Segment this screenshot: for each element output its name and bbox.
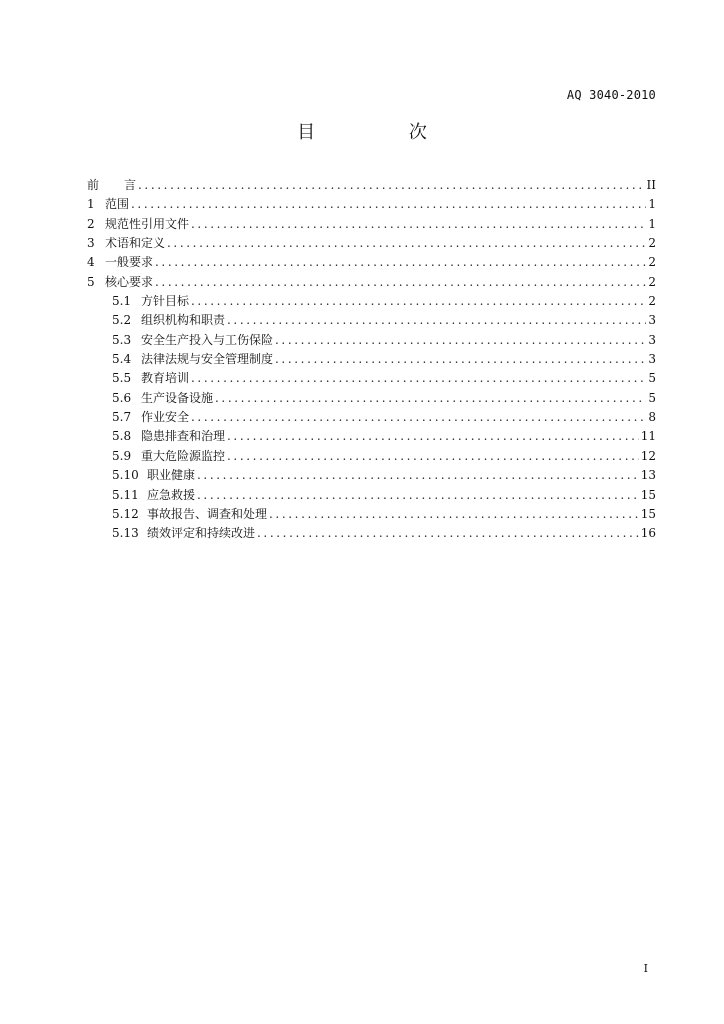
toc-label: 范围	[105, 197, 130, 212]
toc-label: 重大危险源监控	[141, 448, 226, 463]
toc-page-number: 15	[640, 506, 656, 521]
footer-page-number: I	[643, 962, 648, 975]
toc-entry-5-2[interactable]	[87, 311, 656, 330]
toc-entry-5-4[interactable]	[87, 350, 656, 369]
toc-entry-5-9[interactable]	[87, 447, 656, 466]
toc-label: 应急救援	[147, 487, 196, 502]
toc-label: 组织机构和职责	[141, 313, 226, 328]
toc-entry-5[interactable]	[87, 273, 656, 292]
toc-entry-5-5[interactable]	[87, 369, 656, 388]
toc-number: 5.1	[112, 294, 132, 309]
toc-entry-5-6[interactable]	[87, 389, 656, 408]
toc-number: 5.12	[112, 506, 139, 521]
toc-number: 5.2	[112, 313, 132, 328]
toc-page-number: 15	[640, 487, 656, 502]
toc-page-number: II	[646, 178, 656, 192]
toc-page-number: 2	[648, 255, 656, 270]
page-title: 目 次	[297, 122, 471, 143]
toc-entry-2[interactable]	[87, 215, 656, 234]
toc-page-number: 2	[648, 236, 656, 251]
toc-label: 方针目标	[141, 294, 190, 309]
toc-number: 3	[87, 236, 95, 251]
toc-label: 法律法规与安全管理制度	[141, 352, 274, 367]
standard-code: AQ 3040-2010	[566, 88, 656, 102]
toc-number: 5.6	[112, 390, 132, 405]
toc-entry-5-11[interactable]	[87, 486, 656, 505]
toc-number: 5.13	[112, 526, 139, 541]
toc-page-number: 1	[648, 216, 656, 231]
toc-number: 1	[87, 197, 95, 212]
toc-label: 作业安全	[141, 410, 190, 425]
dot-leader	[275, 350, 646, 369]
toc-number: 5.7	[112, 410, 132, 425]
toc-label: 一般要求	[105, 255, 154, 270]
dot-leader	[191, 369, 646, 388]
toc-entry-5-13[interactable]	[87, 524, 656, 543]
toc-label: 职业健康	[147, 468, 196, 483]
toc-number: 5.10	[112, 468, 139, 483]
toc-page-number: 8	[648, 410, 656, 425]
toc-page-number: 3	[648, 332, 656, 347]
toc-page-number: 5	[648, 390, 656, 405]
toc-entry-5-7[interactable]	[87, 408, 656, 427]
dot-leader	[138, 176, 645, 195]
preface-label-part-1: 前	[87, 178, 100, 192]
toc-page-number: 12	[640, 448, 656, 463]
dot-leader	[155, 273, 646, 292]
toc-entry-5-3[interactable]	[87, 331, 656, 350]
toc-page-number: 13	[640, 468, 656, 483]
toc-number: 5.4	[112, 352, 132, 367]
toc-entry-5-12[interactable]	[87, 505, 656, 524]
toc-page-number: 2	[648, 274, 656, 289]
toc-entry-5-10[interactable]	[87, 466, 656, 485]
toc-entry-5-1[interactable]	[87, 292, 656, 311]
toc-page-number: 2	[648, 294, 656, 309]
toc-page-number: 3	[648, 313, 656, 328]
toc-entry-3[interactable]	[87, 234, 656, 253]
dot-leader	[227, 311, 646, 330]
dot-leader	[191, 292, 646, 311]
toc-number: 2	[87, 216, 95, 231]
toc-label: 隐患排查和治理	[141, 429, 226, 444]
toc-number: 5.11	[112, 487, 139, 502]
dot-leader	[197, 486, 639, 505]
toc-entry-4[interactable]	[87, 253, 656, 272]
dot-leader	[131, 195, 646, 214]
toc-label: 绩效评定和持续改进	[147, 526, 256, 541]
toc-number: 5	[87, 274, 95, 289]
dot-leader	[257, 524, 639, 543]
toc-entry-5-8[interactable]	[87, 427, 656, 446]
dot-leader	[191, 408, 646, 427]
toc-page-number: 3	[648, 352, 656, 367]
toc-label: 术语和定义	[105, 236, 166, 251]
dot-leader	[275, 331, 646, 350]
dot-leader	[197, 466, 639, 485]
toc-number: 4	[87, 255, 95, 270]
toc-label: 教育培训	[141, 371, 190, 386]
toc-entry-1[interactable]	[87, 195, 656, 214]
table-of-contents	[87, 176, 656, 544]
toc-number: 5.9	[112, 448, 132, 463]
toc-label: 核心要求	[105, 274, 154, 289]
dot-leader	[191, 215, 646, 234]
toc-label	[87, 176, 136, 195]
toc-label: 安全生产投入与工伤保险	[141, 332, 274, 347]
toc-page-number: 1	[648, 197, 656, 212]
toc-label: 规范性引用文件	[105, 216, 190, 231]
toc-label: 生产设备设施	[141, 390, 214, 405]
toc-label: 事故报告、调查和处理	[147, 506, 268, 521]
dot-leader	[155, 253, 646, 272]
preface-label-part-2: 言	[124, 178, 137, 192]
dot-leader	[227, 427, 639, 446]
toc-number: 5.8	[112, 429, 132, 444]
dot-leader	[269, 505, 639, 524]
toc-number: 5.5	[112, 371, 132, 386]
toc-page-number: 16	[640, 526, 656, 541]
toc-page-number: 11	[640, 429, 656, 444]
toc-page-number: 5	[648, 371, 656, 386]
dot-leader	[215, 389, 646, 408]
dot-leader	[227, 447, 639, 466]
toc-entry-preface[interactable]	[87, 176, 656, 195]
dot-leader	[167, 234, 646, 253]
toc-number: 5.3	[112, 332, 132, 347]
